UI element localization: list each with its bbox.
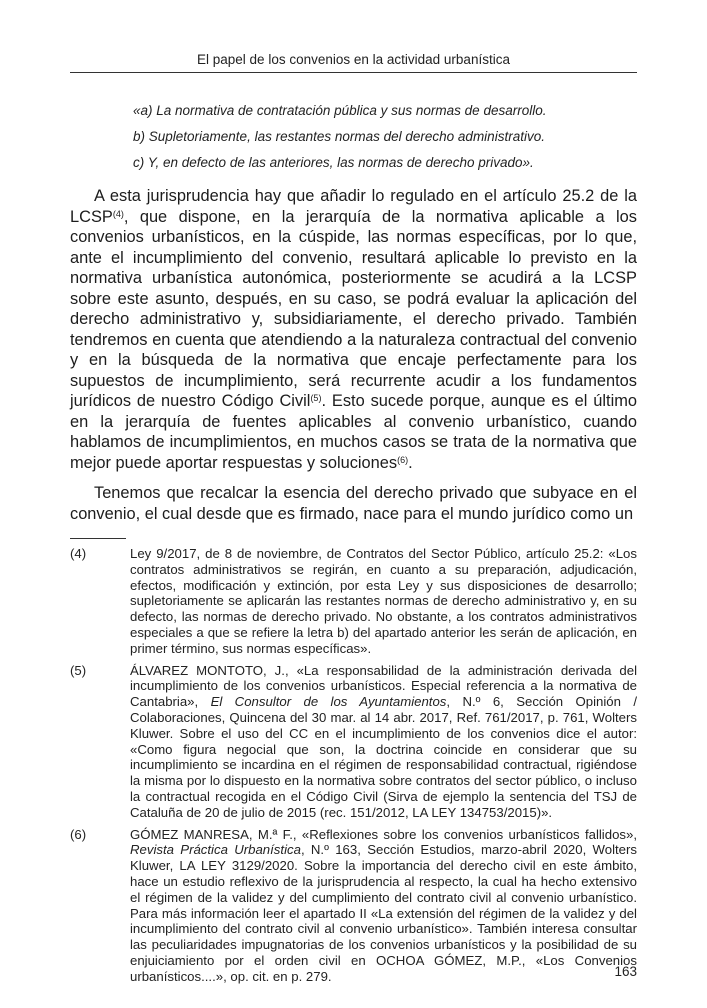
footnote-ref-6: (6) <box>397 454 409 465</box>
footnote-text-post: , N.º 6, Sección Opinión / Colaboraciones, Quincena del 30 mar. al 14 abr. 2017, Ref. 761/2017, p. 761, Wolters Kluwer. Sobre el uso del CC en el incumplimiento de los convenios dice el autor: «Como figura negocial que son, la doctrina coincide en considerar que su incumplimiento se incardina en el régimen de responsabilidad contractual, rigiéndose la misma por lo dispuesto en la normativa sobre contratos del sector público, o incluso la contractual recogida en el Código Civil (Sirva de ejemplo la sentencia del TSJ de Cataluña de 20 de julio de 2015 (rec. 151/2012, LA LEY 134753/2015)». <box>130 694 637 820</box>
footnote-5 <box>70 663 637 821</box>
paragraph-1 <box>70 186 637 473</box>
paragraph-1-part-a: A esta jurisprudencia hay que añadir lo regulado en el artículo 25.2 de la LCSP <box>70 187 637 226</box>
footnote-ref-4: (4) <box>112 208 124 219</box>
quote-line-c: c) Y, en defecto de las anteriores, las normas de derecho privado». <box>133 155 534 170</box>
paragraph-1-part-d: . <box>408 453 413 472</box>
page-number: 163 <box>614 964 637 979</box>
footnote-4 <box>70 546 637 657</box>
header-rule <box>70 72 637 73</box>
footnote-text <box>130 663 637 821</box>
footnote-text-post: , N.º 163, Sección Estudios, marzo-abril 2020, Wolters Kluwer, LA LEY 3129/2020. Sobre la importancia del derecho civil en este ámbito, hace un estudio reflexivo de la jurisprudencia al respecto, la cual ha hecho extensivo el régimen de la validez y del cumplimiento del contrato civil al convenio urbanístico. Para más información leer el apartado II «La extensión del régimen de la validez y del incumplimiento del contrato civil al convenio urbanístico». También interesa consultar las peculiaridades impugnatorias de los convenios urbanísticos y la posibilidad de su enjuiciamiento por el orden civil en OCHOA GÓMEZ, M.P., «Los Convenios urbanísticos....», op. cit. en p. 279. <box>130 842 637 984</box>
paragraph-1-part-b: , que dispone, en la jerarquía de la normativa aplicable a los convenios urbanísticos, en la cúspide, las normas específicas, por lo que, ante el incumplimiento del convenio, resultará aplicable lo previsto en la normativa urbanística autonómica, posteriormente se acudirá a la LCSP sobre este asunto, después, en su caso, se podrá evaluar la aplicación del derecho administrativo y, subsidiariamente, el derecho privado. También tendremos en cuenta que atendiendo a la naturaleza contractual del convenio y en la búsqueda de la normativa que encaje perfectamente para los supuestos de incumplimiento, será recurrente acudir a los fundamentos jurídicos de nuestro Código Civil <box>70 207 637 410</box>
footnote-separator <box>70 538 126 539</box>
footnote-source-title: El Consultor de los Ayuntamientos <box>210 694 447 710</box>
quote-line-b: b) Supletoriamente, las restantes normas del derecho administrativo. <box>133 129 545 144</box>
footnote-text: Ley 9/2017, de 8 de noviembre, de Contratos del Sector Público, artículo 25.2: «Los contratos administrativos se regirán, en cuanto a su preparación, adjudicación, efectos, modificación y extinción, por esta Ley y sus disposiciones de desarrollo; supletoriamente se aplicarán las restantes normas de derecho administrativo y, en su defecto, las normas de derecho privado. No obstante, a los contratos administrativos especiales a que se refiere la letra b) del apartado anterior les serán de aplicación, en primer término, sus normas específicas». <box>130 546 637 656</box>
footnote-ref-5: (5) <box>310 393 322 403</box>
paragraph-1-part-c: . Esto sucede porque, aunque es el último en la jerarquía de fuentes aplicables al convenio urbanístico, cuando hablamos de incumplimientos, en muchos casos se trata de la normativa que mejor puede aportar respuestas y soluciones <box>70 392 637 472</box>
footnote-number: (4) <box>70 546 87 561</box>
footnote-number: (5) <box>70 662 87 678</box>
footnote-source-title: Revista Práctica Urbanística <box>130 842 301 858</box>
footnote-text-pre: ÁLVAREZ MONTOTO, J., «La responsabilidad de la administración derivada del incumplimiento de los convenios urbanísticos. Especial referencia a la normativa de Cantabria», <box>130 662 637 710</box>
running-header: El papel de los convenios en la actividad urbanística <box>197 52 510 67</box>
footnotes <box>70 546 637 991</box>
paragraph-2: Tenemos que recalcar la esencia del derecho privado que subyace en el convenio, el cual desde que es firmado, nace para el mundo jurídico como un <box>70 484 637 523</box>
body-text <box>70 186 637 524</box>
footnote-number: (6) <box>70 826 87 842</box>
footnote-text-pre: GÓMEZ MANRESA, M.ª F., «Reflexiones sobre los convenios urbanísticos fallidos», <box>130 826 637 842</box>
footnote-text <box>130 827 637 985</box>
footnote-6 <box>70 827 637 985</box>
quote-line-a: «a) La normativa de contratación pública y sus normas de desarrollo. <box>133 103 547 118</box>
